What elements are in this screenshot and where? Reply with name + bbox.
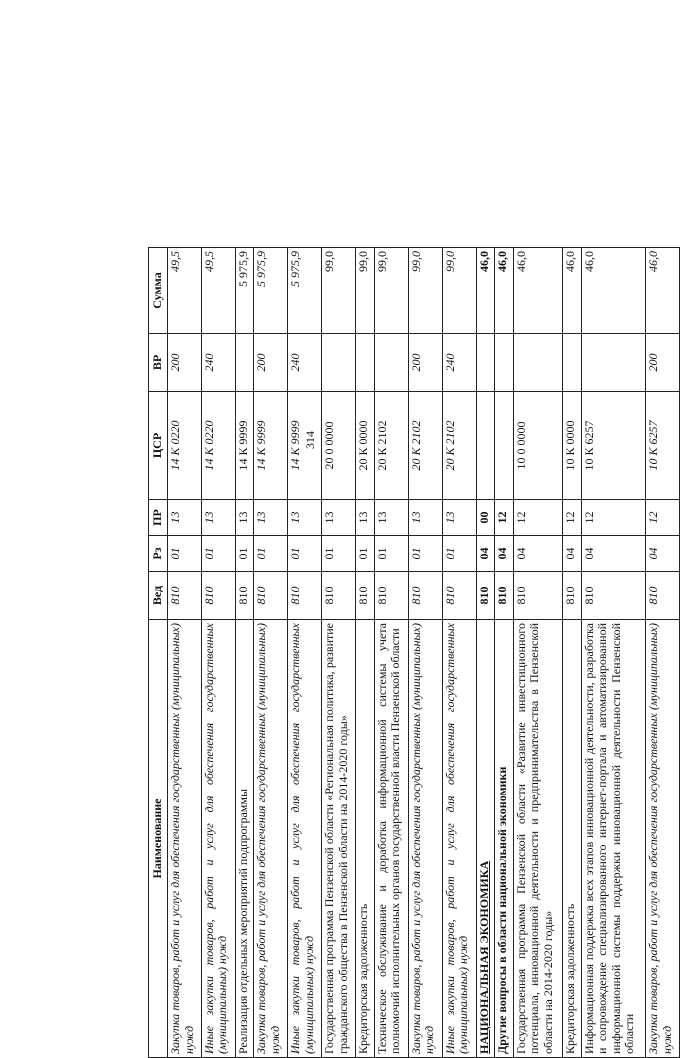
cell-csr: 10 0 0000 xyxy=(513,392,562,500)
cell-csr: 10 К 6257 xyxy=(581,392,645,500)
budget-table xyxy=(148,247,680,1058)
cell-rz: 01 xyxy=(322,536,356,572)
cell-ved: 810 xyxy=(374,572,408,620)
cell-pr: 13 xyxy=(254,500,288,536)
cell-pr: 12 xyxy=(513,500,562,536)
cell-name: Техническое обслуживание и доработка информационной системы учета полномочий исполнительных органов государственной власти Пензенской области xyxy=(374,620,408,1058)
table-row xyxy=(562,248,581,1058)
cell-vr xyxy=(235,334,254,392)
table-row xyxy=(442,248,476,1058)
cell-pr: 13 xyxy=(442,500,476,536)
table-row xyxy=(201,248,235,1058)
cell-ved: 810 xyxy=(168,572,202,620)
cell-name: Закупка товаров, работ и услуг для обеспечения государственных (муниципальных) нужд xyxy=(254,620,288,1058)
header-rz: Рз xyxy=(149,536,168,572)
cell-pr: 13 xyxy=(408,500,442,536)
table-row xyxy=(581,248,645,1058)
cell-vr xyxy=(562,334,581,392)
cell-vr xyxy=(356,334,375,392)
cell-rz: 04 xyxy=(581,536,645,572)
cell-sum: 46,0 xyxy=(513,248,562,334)
cell-ved: 810 xyxy=(235,572,254,620)
cell-rz: 01 xyxy=(356,536,375,572)
cell-pr: 12 xyxy=(562,500,581,536)
cell-csr: 14 К 9999 xyxy=(235,392,254,500)
cell-sum: 46,0 xyxy=(495,248,514,334)
cell-name: Закупка товаров, работ и услуг для обеспечения государственных (муниципальных) нужд xyxy=(646,620,680,1058)
cell-sum: 49,5 xyxy=(168,248,202,334)
cell-vr: 200 xyxy=(168,334,202,392)
cell-ved: 810 xyxy=(288,572,322,620)
cell-vr xyxy=(495,334,514,392)
cell-vr: 200 xyxy=(408,334,442,392)
cell-vr: 200 xyxy=(254,334,288,392)
table-row xyxy=(288,248,322,1058)
cell-vr xyxy=(476,334,495,392)
cell-name: Иные закупки товаров, работ и услуг для обеспечения государственных (муниципальных) нужд xyxy=(442,620,476,1058)
cell-ved: 810 xyxy=(442,572,476,620)
cell-csr: 20 К 2102 xyxy=(442,392,476,500)
cell-csr: 20 К 0000 xyxy=(356,392,375,500)
cell-sum: 99,0 xyxy=(322,248,356,334)
table-body xyxy=(168,248,680,1058)
cell-name: Кредиторская задолженность xyxy=(562,620,581,1058)
table-row xyxy=(356,248,375,1058)
cell-csr xyxy=(476,392,495,500)
cell-csr: 14 К 9999 xyxy=(288,392,322,500)
cell-pr: 13 xyxy=(168,500,202,536)
cell-csr: 20 К 2102 xyxy=(374,392,408,500)
cell-ved: 810 xyxy=(201,572,235,620)
cell-name: Другие вопросы в области национальной экономики xyxy=(495,620,514,1058)
cell-sum: 5 975,9 xyxy=(235,248,254,334)
cell-name: НАЦИОНАЛЬНАЯ ЭКОНОМИКА xyxy=(476,620,495,1058)
table-row xyxy=(646,248,680,1058)
cell-vr xyxy=(513,334,562,392)
cell-sum: 46,0 xyxy=(646,248,680,334)
cell-rz: 01 xyxy=(235,536,254,572)
cell-ved: 810 xyxy=(476,572,495,620)
cell-rz: 01 xyxy=(254,536,288,572)
header-ved: Вед xyxy=(149,572,168,620)
header-vr: ВР xyxy=(149,334,168,392)
cell-pr: 13 xyxy=(201,500,235,536)
cell-csr: 14 К 9999 xyxy=(254,392,288,500)
cell-rz: 01 xyxy=(442,536,476,572)
cell-csr: 14 К 0220 xyxy=(201,392,235,500)
cell-name: Реализация отдельных мероприятий подпрограммы xyxy=(235,620,254,1058)
table-row xyxy=(322,248,356,1058)
cell-name: Государственная программа Пензенской области «Развитие инвестиционного потенциала, инновационной деятельности и предпринимательства в Пензенской области на 2014-2020 годы» xyxy=(513,620,562,1058)
cell-name: Иные закупки товаров, работ и услуг для обеспечения государственных (муниципальных) нужд xyxy=(288,620,322,1058)
cell-csr: 10 К 6257 xyxy=(646,392,680,500)
cell-pr: 12 xyxy=(495,500,514,536)
table-row xyxy=(495,248,514,1058)
cell-pr: 13 xyxy=(322,500,356,536)
cell-csr: 20 0 0000 xyxy=(322,392,356,500)
cell-rz: 04 xyxy=(562,536,581,572)
cell-name: Информационная поддержка всех этапов инновационной деятельности, разработка и сопровождение специализированного интернет-портала и автоматизированной информационной системы поддержки инновационной деятельности Пензенской области xyxy=(581,620,645,1058)
cell-pr: 12 xyxy=(646,500,680,536)
cell-ved: 810 xyxy=(646,572,680,620)
cell-rz: 01 xyxy=(288,536,322,572)
budget-table-container xyxy=(148,248,680,1058)
cell-vr: 200 xyxy=(646,334,680,392)
cell-pr: 13 xyxy=(374,500,408,536)
cell-pr: 12 xyxy=(581,500,645,536)
cell-rz: 04 xyxy=(495,536,514,572)
cell-sum: 99,0 xyxy=(356,248,375,334)
cell-rz: 04 xyxy=(646,536,680,572)
table-header-row xyxy=(149,248,168,1058)
header-name: Наименование xyxy=(149,620,168,1058)
cell-rz: 04 xyxy=(513,536,562,572)
cell-sum: 49,5 xyxy=(201,248,235,334)
cell-pr: 13 xyxy=(288,500,322,536)
cell-pr: 13 xyxy=(235,500,254,536)
cell-pr: 13 xyxy=(356,500,375,536)
cell-name: Иные закупки товаров, работ и услуг для обеспечения государственных (муниципальных) нужд xyxy=(201,620,235,1058)
cell-ved: 810 xyxy=(356,572,375,620)
cell-sum: 5 975,9 xyxy=(254,248,288,334)
table-row xyxy=(168,248,202,1058)
cell-vr: 240 xyxy=(442,334,476,392)
cell-rz: 01 xyxy=(201,536,235,572)
table-row xyxy=(513,248,562,1058)
cell-rz: 01 xyxy=(168,536,202,572)
cell-vr: 240 xyxy=(201,334,235,392)
cell-ved: 810 xyxy=(495,572,514,620)
cell-name: Кредиторская задолженность xyxy=(356,620,375,1058)
table-row xyxy=(476,248,495,1058)
cell-ved: 810 xyxy=(254,572,288,620)
cell-ved: 810 xyxy=(513,572,562,620)
cell-sum: 46,0 xyxy=(562,248,581,334)
cell-name: Закупка товаров, работ и услуг для обеспечения государственных (муниципальных) нужд xyxy=(408,620,442,1058)
table-row xyxy=(254,248,288,1058)
cell-sum: 99,0 xyxy=(374,248,408,334)
table-row xyxy=(235,248,254,1058)
cell-sum: 5 975,9 xyxy=(288,248,322,334)
header-csr: ЦСР xyxy=(149,392,168,500)
cell-sum: 99,0 xyxy=(408,248,442,334)
cell-csr: 10 К 0000 xyxy=(562,392,581,500)
cell-vr xyxy=(322,334,356,392)
cell-ved: 810 xyxy=(408,572,442,620)
header-pr: ПР xyxy=(149,500,168,536)
cell-vr xyxy=(374,334,408,392)
cell-rz: 04 xyxy=(476,536,495,572)
cell-sum: 46,0 xyxy=(581,248,645,334)
table-row xyxy=(408,248,442,1058)
cell-ved: 810 xyxy=(562,572,581,620)
cell-vr: 240 xyxy=(288,334,322,392)
table-row xyxy=(374,248,408,1058)
cell-rz: 01 xyxy=(408,536,442,572)
cell-name: Закупка товаров, работ и услуг для обеспечения государственных (муниципальных) нужд xyxy=(168,620,202,1058)
cell-sum: 99,0 xyxy=(442,248,476,334)
cell-pr: 00 xyxy=(476,500,495,536)
cell-ved: 810 xyxy=(322,572,356,620)
cell-ved: 810 xyxy=(581,572,645,620)
cell-csr: 20 К 2102 xyxy=(408,392,442,500)
cell-name: Государственная программа Пензенской области «Региональная политика, развитие гражданского общества в Пензенской области на 2014-2020 годы» xyxy=(322,620,356,1058)
header-sum: Сумма xyxy=(149,248,168,334)
cell-rz: 01 xyxy=(374,536,408,572)
cell-sum: 46,0 xyxy=(476,248,495,334)
page-number: 314 xyxy=(303,431,317,449)
cell-csr: 14 К 0220 xyxy=(168,392,202,500)
cell-csr xyxy=(495,392,514,500)
cell-vr xyxy=(581,334,645,392)
